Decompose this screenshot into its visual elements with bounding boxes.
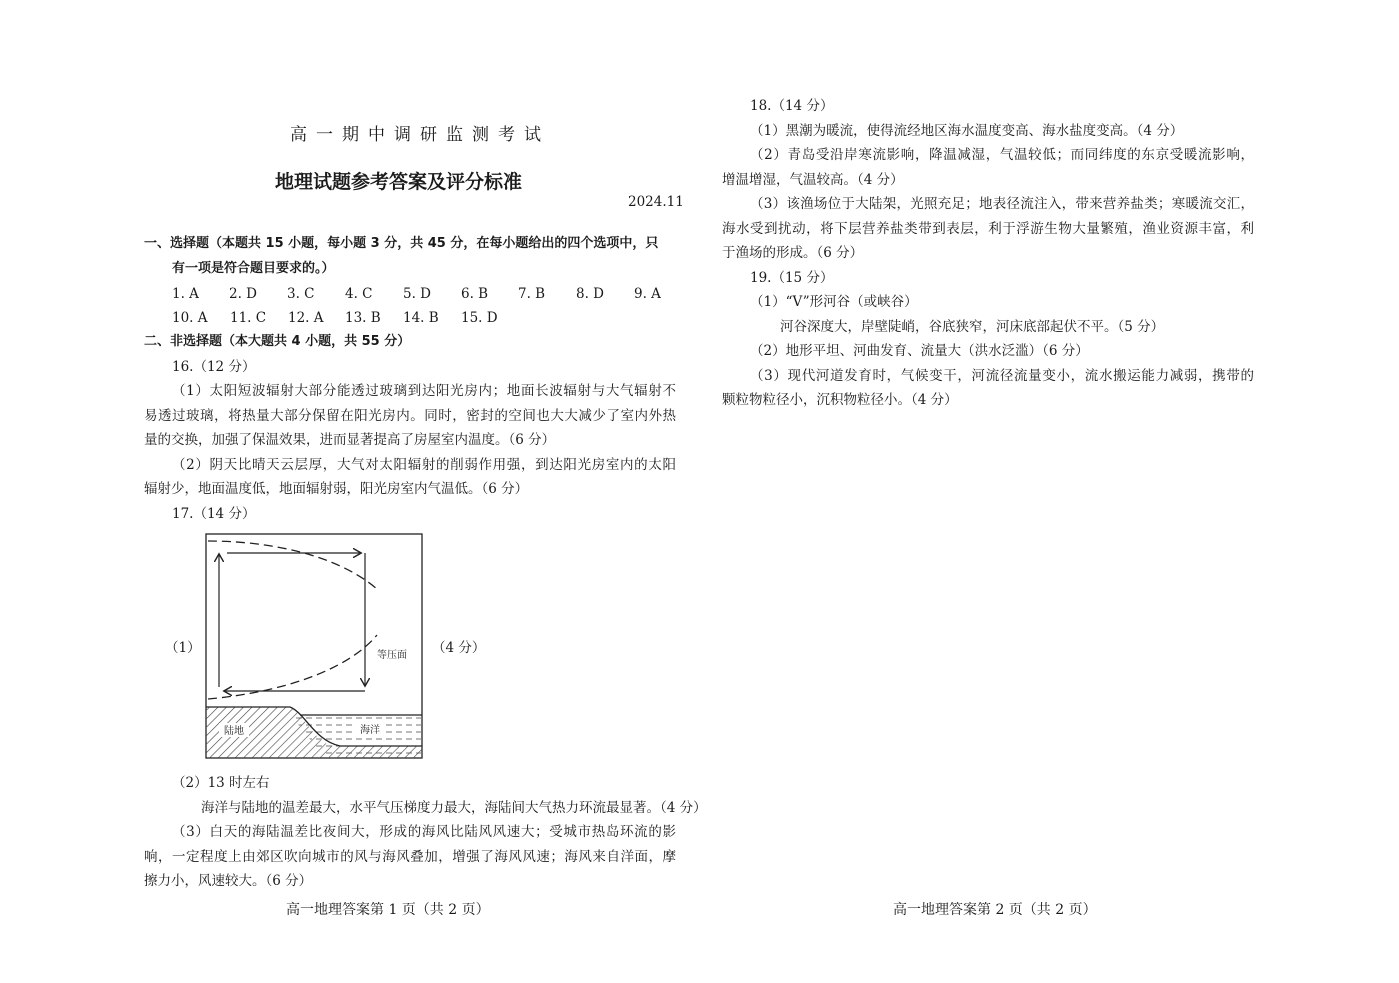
page-1-footer: 高一地理答案第 1 页（共 2 页） — [286, 902, 490, 918]
answer-item: 4. C — [345, 286, 373, 302]
q16-part2-line1: （2）阴天比晴天云层厚，大气对太阳辐射的削弱作用强，到达阳光房室内的太阳 — [172, 457, 676, 473]
q18-part3-line2: 海水受到扰动，将下层营养盐类带到表层，利于浮游生物大量繁殖，渔业资源丰富，利 — [722, 221, 1254, 237]
q18-part3-line3: 于渔场的形成。（6 分） — [722, 245, 864, 261]
answer-item: 2. D — [229, 286, 257, 302]
q18-label: 18.（14 分） — [750, 98, 834, 114]
sea-breeze-diagram — [205, 533, 424, 760]
q16-part1-line3: 量的交换，加强了保温效果，进而显著提高了房屋室内温度。（6 分） — [144, 432, 556, 448]
q17-part3-line1: （3）白天的海陆温差比夜间大，形成的海风比陆风风速大；受城市热岛环流的影 — [172, 824, 676, 840]
q17-part3-line3: 擦力小，风速较大。（6 分） — [144, 873, 313, 889]
q17-part2-line2: 海洋与陆地的温差最大，水平气压梯度力最大，海陆间大气热力环流最显著。（4 分） — [201, 800, 707, 816]
q16-part1-line2: 易透过玻璃，将热量大部分保留在阳光房内。同时，密封的空间也大大减少了室内外热 — [144, 408, 676, 424]
answer-item: 5. D — [403, 286, 431, 302]
section2-heading: 二、非选择题（本大题共 4 小题，共 55 分） — [144, 334, 411, 349]
sea-label: 海洋 — [360, 725, 380, 736]
answer-item: 11. C — [230, 310, 267, 326]
document-title: 地理试题参考答案及评分标准 — [275, 171, 523, 193]
answer-item: 10. A — [172, 310, 208, 326]
answer-item: 9. A — [634, 286, 661, 302]
q19-part1-line1: （1）“V”形河谷（或峡谷） — [750, 294, 918, 310]
q18-part2-line2: 增温增湿，气温较高。（4 分） — [722, 172, 904, 188]
isobar-label: 等压面 — [377, 650, 407, 661]
q18-part1: （1）黑潮为暖流，使得流经地区海水温度变高、海水盐度变高。（4 分） — [750, 123, 1184, 139]
answer-item: 14. B — [403, 310, 439, 326]
q16-part2-line2: 辐射少，地面温度低，地面辐射弱，阳光房室内气温低。（6 分） — [144, 481, 529, 497]
q17-label: 17.（14 分） — [172, 506, 256, 522]
answer-item: 6. B — [461, 286, 489, 302]
answer-item: 12. A — [288, 310, 324, 326]
q16-part1-line1: （1）太阳短波辐射大部分能透过玻璃到达阳光房内；地面长波辐射与大气辐射不 — [172, 383, 676, 399]
q19-part2: （2）地形平坦、河曲发育、流量大（洪水泛滥）（6 分） — [750, 343, 1089, 359]
q18-part2-line1: （2）青岛受沿岸寒流影响，降温减湿，气温较低；而同纬度的东京受暖流影响， — [750, 147, 1254, 163]
exam-date: 2024.11 — [628, 194, 684, 210]
answer-item: 15. D — [461, 310, 498, 326]
answer-item: 3. C — [287, 286, 315, 302]
q18-part3-line1: （3）该渔场位于大陆架，光照充足；地表径流注入，带来营养盐类；寒暖流交汇， — [750, 196, 1254, 212]
answer-item: 8. D — [576, 286, 604, 302]
q19-part3-line2: 颗粒物粒径小，沉积物粒径小。（4 分） — [722, 392, 958, 408]
q17-part1-prefix: （1） — [165, 640, 201, 656]
page-2-footer: 高一地理答案第 2 页（共 2 页） — [893, 902, 1097, 918]
q17-part3-line2: 响，一定程度上由郊区吹向城市的风与海风叠加，增强了海风风速；海风来自洋面，摩 — [144, 849, 676, 865]
answer-item: 13. B — [345, 310, 381, 326]
section1-heading-cont: 有一项是符合题目要求的。） — [172, 261, 335, 276]
q19-label: 19.（15 分） — [750, 270, 834, 286]
q17-part1-score: （4 分） — [432, 640, 486, 656]
land-label: 陆地 — [224, 726, 244, 737]
answer-item: 7. B — [518, 286, 546, 302]
q19-part1-line2: 河谷深度大，岸壁陡峭，谷底狭窄，河床底部起伏不平。（5 分） — [780, 319, 1165, 335]
answer-item: 1. A — [172, 286, 199, 302]
q17-part2-line1: （2）13 时左右 — [172, 775, 270, 791]
q19-part3-line1: （3）现代河道发育时，气候变干，河流径流量变小，流水搬运能力减弱，携带的 — [750, 368, 1254, 384]
exam-title: 高一期中调研监测考试 — [290, 125, 550, 145]
q16-label: 16.（12 分） — [172, 359, 256, 375]
section1-heading: 一、选择题（本题共 15 小题，每小题 3 分，共 45 分，在每小题给出的四个选项中，只 — [144, 236, 659, 251]
